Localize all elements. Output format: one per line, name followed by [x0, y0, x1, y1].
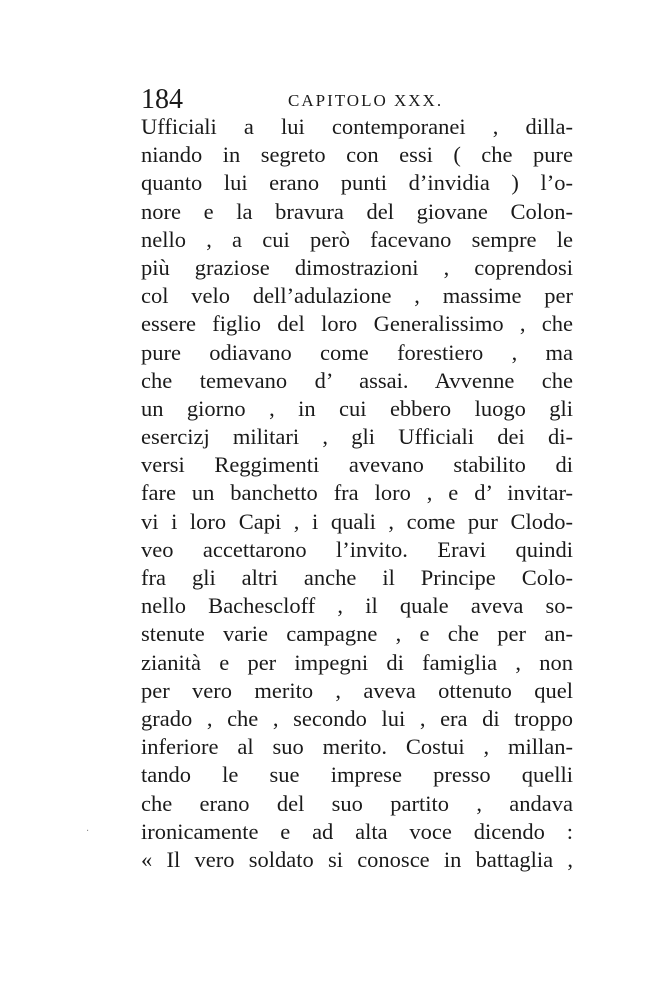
text-line: ironicamente e ad alta voce dicendo : [141, 818, 573, 844]
text-line: esercizj militari , gli Ufficiali dei di- [141, 424, 573, 450]
text-line: per vero merito , aveva ottenuto quel [141, 677, 573, 703]
text-line: più graziose dimostrazioni , coprendosi [141, 254, 573, 280]
text-line: nello Bachescloff , il quale aveva so- [141, 593, 573, 619]
text-line: fare un banchetto fra loro , e d’ invitar- [141, 480, 573, 506]
text-line: Ufficiali a lui contemporanei , dilla- [141, 114, 573, 139]
text-line: « Il vero soldato si conosce in battaglia , [141, 846, 573, 872]
text-line: tando le sue imprese presso quelli [141, 762, 573, 788]
text-line: inferiore al suo merito. Costui , millan- [141, 734, 573, 760]
text-line: quanto lui erano punti d’invidia ) l’o- [141, 170, 573, 196]
text-line: nello , a cui però facevano sempre le [141, 226, 573, 252]
text-line: pure odiavano come forestiero , ma [141, 339, 573, 365]
text-line: che temevano d’ assai. Avvenne che [141, 367, 573, 393]
running-head: CAPITOLO XXX. [288, 91, 444, 110]
text-line: essere figlio del loro Generalissimo , che [141, 311, 573, 337]
body-text [141, 113, 573, 874]
page-header [141, 84, 573, 116]
paper-speck: · [86, 826, 90, 837]
text-line: nore e la bravura del giovane Colon- [141, 198, 573, 224]
text-line: vi i loro Capi , i quali , come pur Clodo- [141, 508, 573, 534]
text-line: col velo dell’adulazione , massime per [141, 283, 573, 309]
text-line: un giorno , in cui ebbero luogo gli [141, 395, 573, 421]
text-line: che erano del suo partito , andava [141, 790, 573, 816]
text-line: zianità e per impegni di famiglia , non [141, 649, 573, 675]
page-number: 184 [141, 84, 183, 115]
text-line: versi Reggimenti avevano stabilito di [141, 452, 573, 478]
text-line: stenute varie campagne , e che per an- [141, 621, 573, 647]
text-line: veo accettarono l’invito. Eravi quindi [141, 536, 573, 562]
text-line: grado , che , secondo lui , era di troppo [141, 705, 573, 731]
text-line: fra gli altri anche il Principe Colo- [141, 565, 573, 590]
text-line: niando in segreto con essi ( che pure [141, 142, 573, 168]
